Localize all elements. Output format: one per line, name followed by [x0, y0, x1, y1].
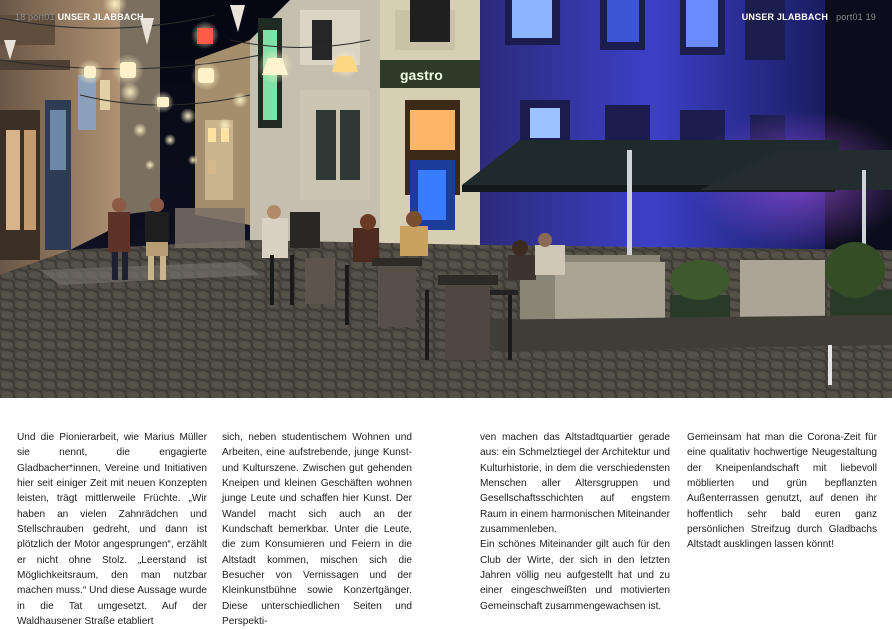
page-header-right — [742, 12, 876, 22]
paragraph: sich, neben studentischem Wohnen und Arbeiten, eine aufstrebende, junge Kunst- und Kulturszene. Zwischen gut gehenden Kneipen und kleinen Geschäften wohnen junge Leute und schaffen hier Kunst. Der Wandel macht sich auch an der Kundschaft bemerkbar. Unter die Leute, die zum Konsumieren und Feiern in die Altstadt kommen, mischen sich die Besucher von Vernissagen und der Kleinkunstbühne sowie Konzertgänger. Diese unterschiedlichen Seiten und Perspekti- — [222, 432, 412, 628]
magazine-name: port01 — [836, 12, 863, 22]
section-title: UNSER JLABBACH — [57, 12, 144, 22]
section-title: UNSER JLABBACH — [741, 12, 829, 22]
magazine-name: port01 — [28, 12, 55, 22]
shop-sign: gastro — [400, 67, 443, 83]
paragraph: Gemeinsam hat man die Corona-Zeit für eine qualitativ hochwertige Neugestaltung der Kneipenlandschaft mit liebevoll möblierten und grün bepflanzten Außenterrassen genutzt, auf denen ihr hoffentlich sehr bald euren ganz persönlichen Streifzug durch Gladbachs Altstadt ausklingen lassen könnt! — [687, 432, 877, 551]
article-body — [17, 430, 877, 628]
page-number: 18 — [15, 12, 26, 22]
text-column-1 — [17, 430, 207, 629]
page-header-left — [15, 12, 144, 22]
text-column-3 — [480, 430, 670, 614]
paragraph: Ein schönes Miteinander gilt auch für den Club der Wirte, der sich in den letzten Jahren völlig neu aufgestellt hat und zu einer eingeschweißten und motivierten Gemeinschaft zusammengewachsen ist. — [480, 539, 670, 612]
paragraph: Und die Pionierarbeit, wie Marius Müller sie nennt, die engagierte Gladbacher*innen, Vereine und Initiativen hier seit einiger Zeit mit neuen Konzepten leisten, trägt mittlerweile Früchte. „Wir haben an vielen Zahnrädchen und Stellschrauben gedreht, und dann ist plötzlich der Motor angesprungen“, erzählt er nicht ohne Stolz. „Leerstand ist Möglichkeitsraum, den man nutzbar machen muss.“ Und diese Aussage wurde in die Tat umgesetzt. Auf der Waldhausener Straße etabliert — [17, 432, 207, 628]
text-column-2 — [222, 430, 412, 629]
paragraph: ven machen das Altstadtquartier gerade aus: ein Schmelztiegel der Architektur und Kulturhistorie, in dem die verschiedensten Menschen aller Altersgruppen und Gesellschaftsschichten auf engstem Raum in einem harmonischen Miteinander zusammenleben. — [480, 432, 670, 536]
page-number: 19 — [865, 12, 876, 22]
text-column-4 — [687, 430, 877, 553]
